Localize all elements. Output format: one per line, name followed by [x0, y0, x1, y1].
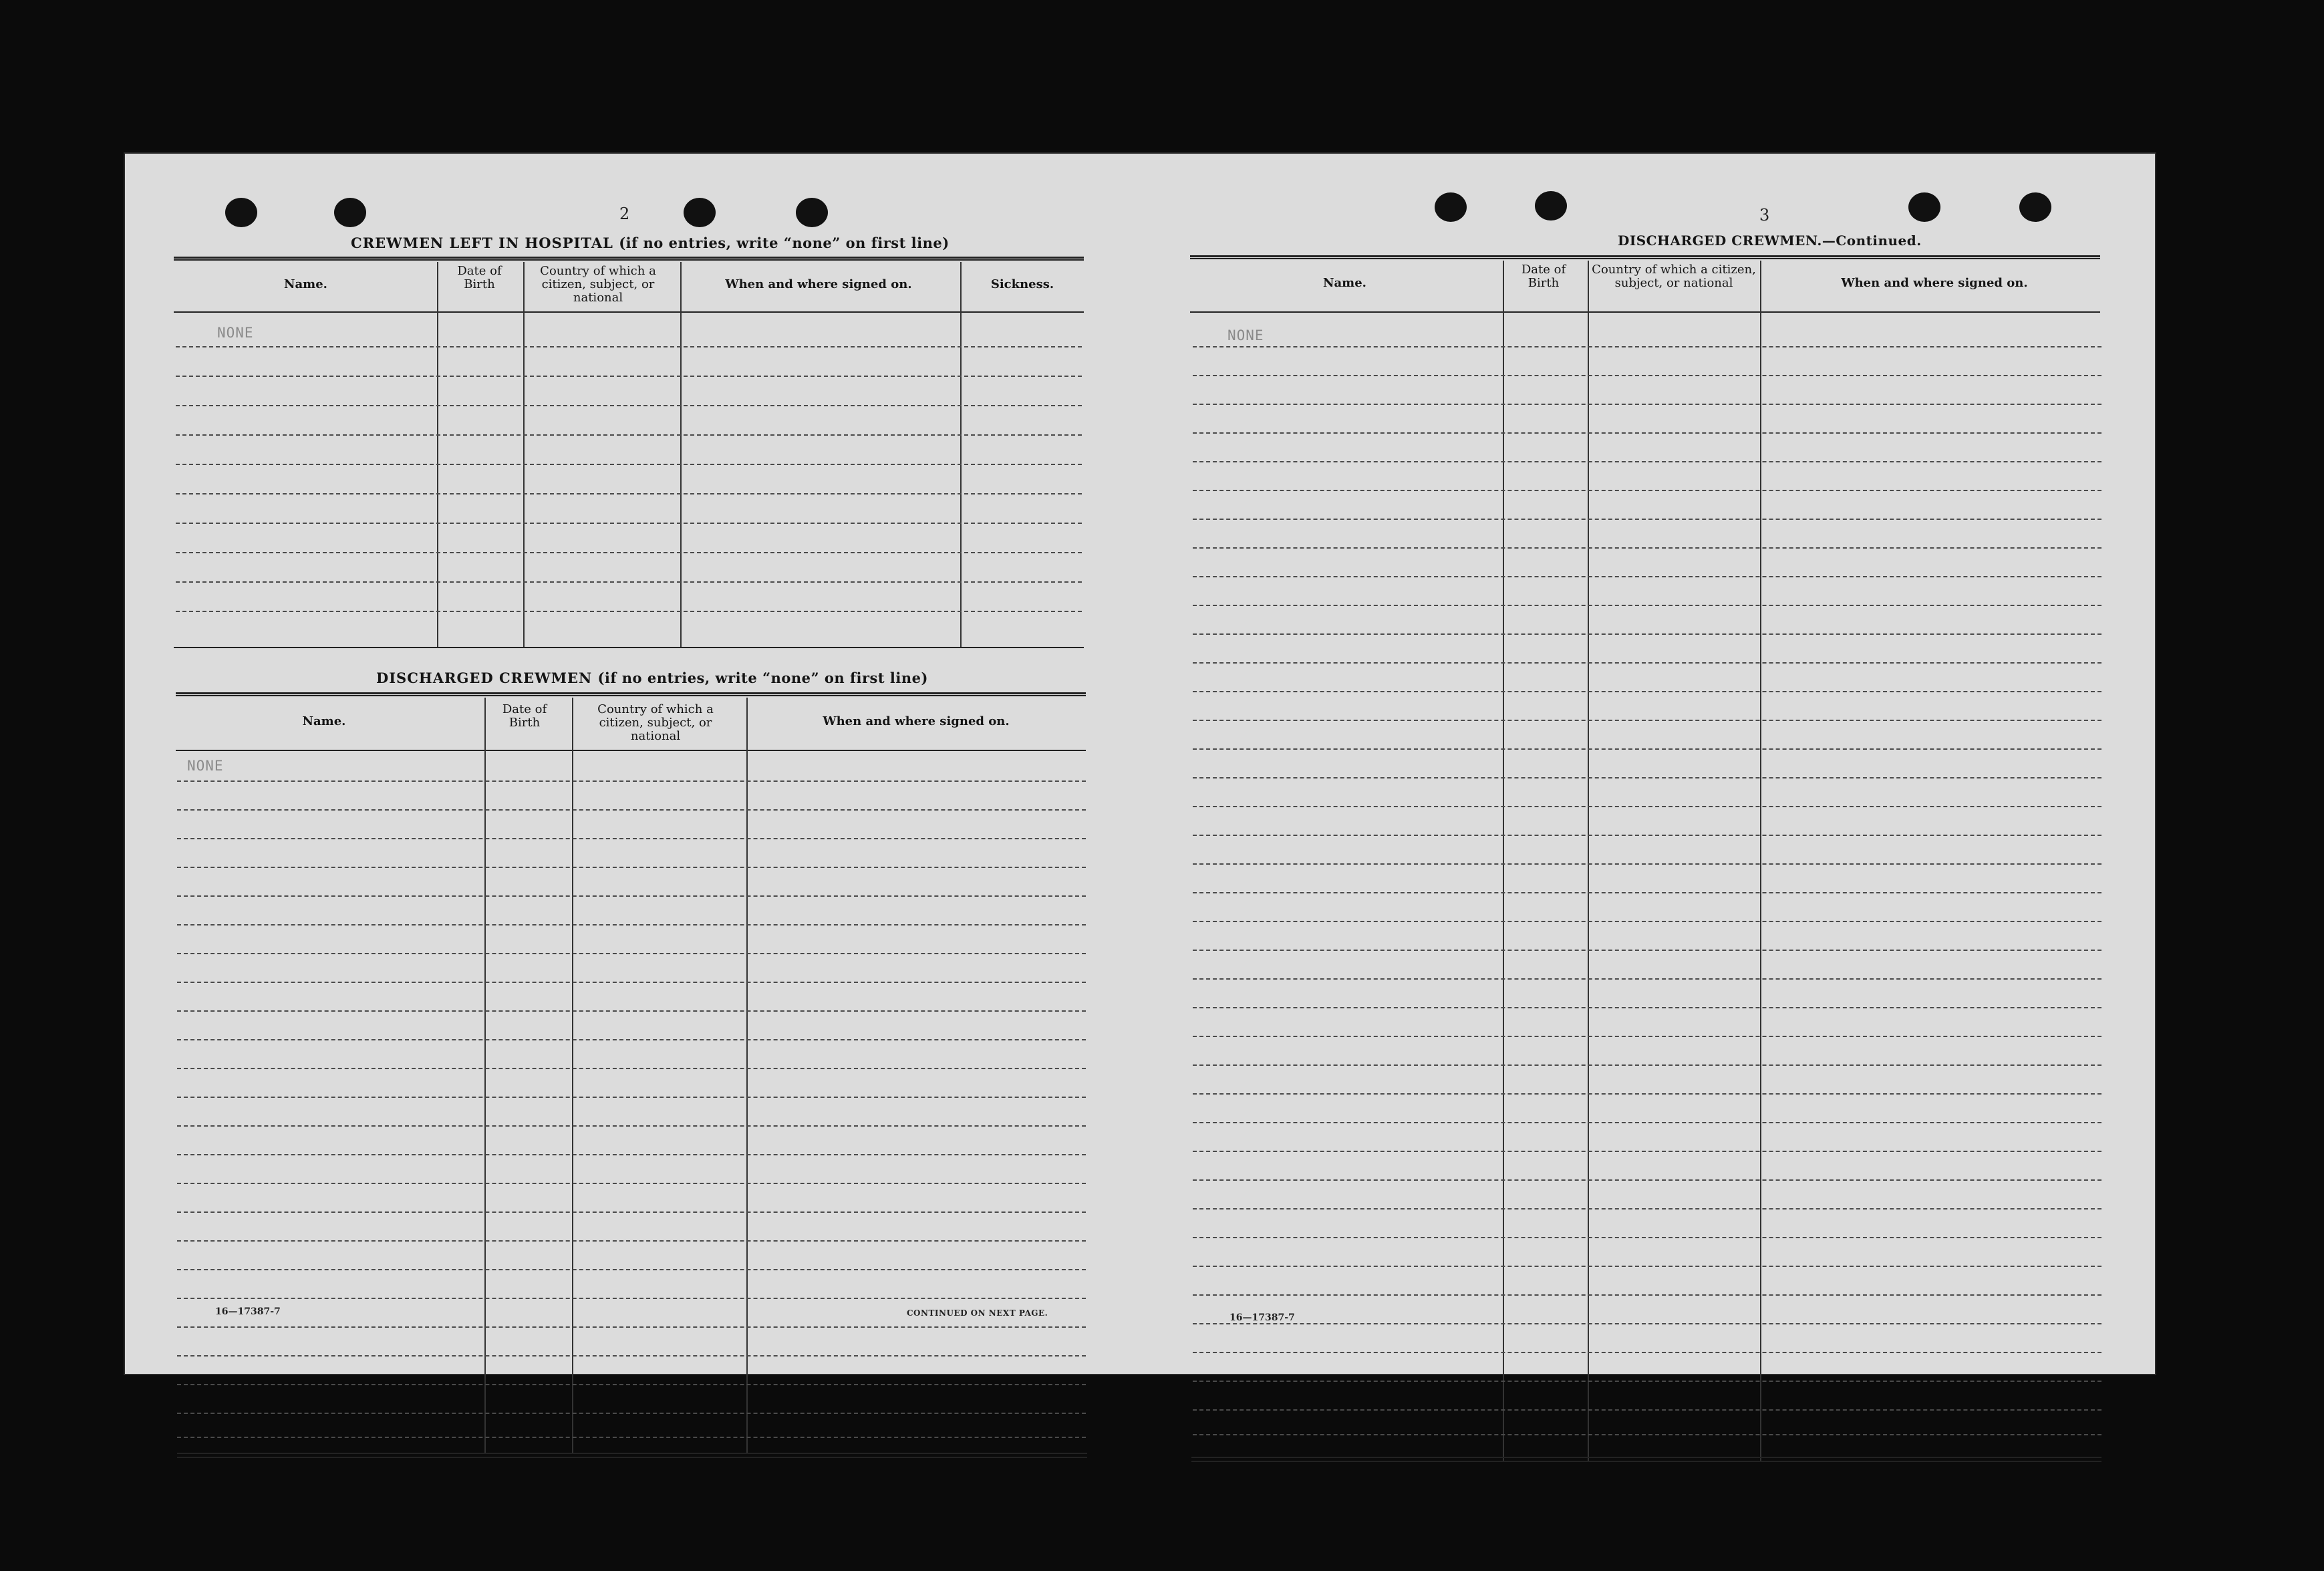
- hospital-first-entry: NONE: [217, 325, 254, 341]
- entry-line: [1193, 490, 2101, 491]
- entry-line: [176, 493, 1082, 494]
- col-header-name: Name.: [1323, 276, 1366, 290]
- column-divider: [1503, 261, 1504, 1461]
- column-divider: [960, 262, 962, 648]
- entry-line: [1193, 777, 2101, 778]
- entry-line: [1193, 720, 2101, 721]
- entry-line: [176, 581, 1082, 583]
- discharged-title-text: DISCHARGED CREWMEN: [376, 670, 593, 686]
- entry-line: [176, 464, 1082, 465]
- punch-hole: [684, 198, 716, 227]
- entry-line: [177, 1183, 1086, 1184]
- entry-line: [1193, 748, 2101, 750]
- entry-line: [1193, 892, 2101, 893]
- entry-line: [177, 1326, 1086, 1328]
- hospital-section-title: [351, 235, 950, 251]
- header-rule: [174, 257, 1084, 261]
- discharged-title-note: (if no entries, write “none” on first line): [597, 670, 928, 686]
- entry-line: [177, 838, 1086, 839]
- col-header-country: Country of which a citizen, subject, or national: [1592, 263, 1756, 290]
- section-bottom-rule: [177, 1453, 1087, 1454]
- section-bottom-rule: [1191, 1461, 2101, 1462]
- entry-line: [1193, 1434, 2101, 1435]
- entry-line: [176, 346, 1082, 347]
- page-number: 2: [619, 204, 630, 223]
- col-header-name: Name.: [302, 714, 346, 728]
- column-header-rule: [174, 311, 1084, 313]
- right-first-entry: NONE: [1227, 327, 1264, 343]
- entry-line: [1193, 576, 2101, 577]
- punch-hole: [225, 198, 257, 227]
- entry-line: [1193, 1093, 2101, 1095]
- entry-line: [1193, 1352, 2101, 1353]
- right-footer-form-code: 16—17387-7: [1229, 1312, 1295, 1323]
- hospital-title-note: (if no entries, write “none” on first line): [619, 235, 950, 251]
- column-divider: [484, 698, 486, 1454]
- left-footer-continued: CONTINUED ON NEXT PAGE.: [907, 1308, 1048, 1318]
- entry-line: [1193, 806, 2101, 807]
- entry-line: [1193, 1381, 2101, 1382]
- entry-line: [177, 1269, 1086, 1270]
- entry-line: [1193, 605, 2101, 606]
- discharged-first-entry: NONE: [187, 758, 224, 774]
- entry-line: [176, 376, 1082, 377]
- entry-line: [177, 1355, 1086, 1356]
- punch-hole: [1908, 192, 1940, 222]
- entry-line: [1193, 1151, 2101, 1152]
- right-page: [1139, 152, 2156, 1375]
- entry-line: [177, 809, 1086, 811]
- entry-line: [177, 1298, 1086, 1299]
- col-header-date-of-birth: Date of Birth: [502, 702, 547, 730]
- entry-line: [177, 1039, 1086, 1040]
- entry-line: [177, 1097, 1086, 1098]
- entry-line: [177, 867, 1086, 868]
- entry-line: [1193, 1007, 2101, 1008]
- entry-line: [177, 1125, 1086, 1127]
- column-divider: [1760, 261, 1761, 1461]
- punch-hole: [1435, 192, 1467, 222]
- header-rule: [1190, 255, 2100, 259]
- entry-line: [1193, 375, 2101, 376]
- column-divider: [680, 262, 682, 648]
- entry-line: [176, 611, 1082, 612]
- entry-line: [1193, 633, 2101, 635]
- column-header-rule: [176, 750, 1086, 751]
- page-number: 3: [1759, 206, 1770, 225]
- entry-line: [1193, 1237, 2101, 1238]
- entry-line: [1193, 1323, 2101, 1324]
- entry-line: [1193, 1064, 2101, 1066]
- column-divider: [523, 262, 525, 648]
- punch-hole: [334, 198, 366, 227]
- col-header-date-of-birth: Date of Birth: [457, 264, 502, 291]
- col-header-country: Country of which a citizen, subject, or national: [540, 264, 656, 305]
- entry-line: [1193, 835, 2101, 836]
- column-divider: [746, 698, 748, 1454]
- entry-line: [176, 405, 1082, 406]
- scanned-form-sheet: [124, 152, 2156, 1375]
- entry-line: [1193, 662, 2101, 664]
- punch-hole: [796, 198, 828, 227]
- entry-line: [1193, 1036, 2101, 1037]
- entry-line: [177, 1211, 1086, 1213]
- entry-line: [177, 924, 1086, 925]
- entry-line: [177, 1437, 1086, 1438]
- discharged-section-heading: [376, 670, 928, 686]
- entry-line: [176, 434, 1082, 436]
- column-divider: [572, 698, 573, 1454]
- hospital-title-text: CREWMEN LEFT IN HOSPITAL: [351, 235, 613, 251]
- entry-line: [177, 982, 1086, 983]
- entry-line: [177, 1010, 1086, 1012]
- col-header-when-where: When and where signed on.: [823, 714, 1010, 728]
- entry-line: [1193, 1122, 2101, 1123]
- column-header-rule: [1190, 311, 2100, 313]
- entry-line: [176, 552, 1082, 553]
- section-bottom-rule: [177, 1457, 1087, 1458]
- entry-line: [1193, 519, 2101, 520]
- entry-line: [176, 523, 1082, 524]
- entry-line: [1193, 346, 2101, 347]
- entry-line: [1193, 863, 2101, 865]
- punch-hole: [2019, 192, 2051, 222]
- col-header-sickness: Sickness.: [990, 277, 1054, 291]
- section-bottom-rule: [1191, 1457, 2101, 1458]
- section-bottom-rule: [174, 647, 1084, 648]
- entry-line: [1193, 921, 2101, 922]
- entry-line: [1193, 1409, 2101, 1411]
- entry-line: [1193, 547, 2101, 549]
- entry-line: [177, 1068, 1086, 1069]
- col-header-name: Name.: [284, 277, 327, 291]
- entry-line: [177, 1154, 1086, 1155]
- entry-line: [177, 1240, 1086, 1242]
- column-divider: [1588, 261, 1589, 1461]
- discharged-continued-title: DISCHARGED CREWMEN.—Continued.: [1618, 233, 1922, 249]
- entry-line: [1193, 691, 2101, 692]
- entry-line: [177, 1413, 1086, 1414]
- entry-line: [1193, 978, 2101, 980]
- entry-line: [177, 1384, 1086, 1385]
- entry-line: [177, 953, 1086, 954]
- column-divider: [437, 262, 438, 648]
- entry-line: [1193, 1266, 2101, 1267]
- entry-line: [177, 895, 1086, 897]
- entry-line: [1193, 432, 2101, 434]
- left-footer-form-code: 16—17387-7: [215, 1306, 281, 1317]
- entry-line: [177, 780, 1086, 782]
- header-rule: [176, 692, 1086, 696]
- left-page: [124, 152, 1139, 1375]
- entry-line: [1193, 461, 2101, 462]
- punch-hole: [1535, 191, 1567, 221]
- col-header-date-of-birth: Date of Birth: [1521, 263, 1566, 290]
- col-header-when-where: When and where signed on.: [1841, 276, 2028, 290]
- col-header-country: Country of which a citizen, subject, or national: [597, 702, 714, 743]
- entry-line: [1193, 404, 2101, 405]
- entry-line: [1193, 1208, 2101, 1209]
- col-header-when-where: When and where signed on.: [725, 277, 912, 291]
- entry-line: [1193, 1179, 2101, 1181]
- entry-line: [1193, 1294, 2101, 1296]
- entry-line: [1193, 950, 2101, 951]
